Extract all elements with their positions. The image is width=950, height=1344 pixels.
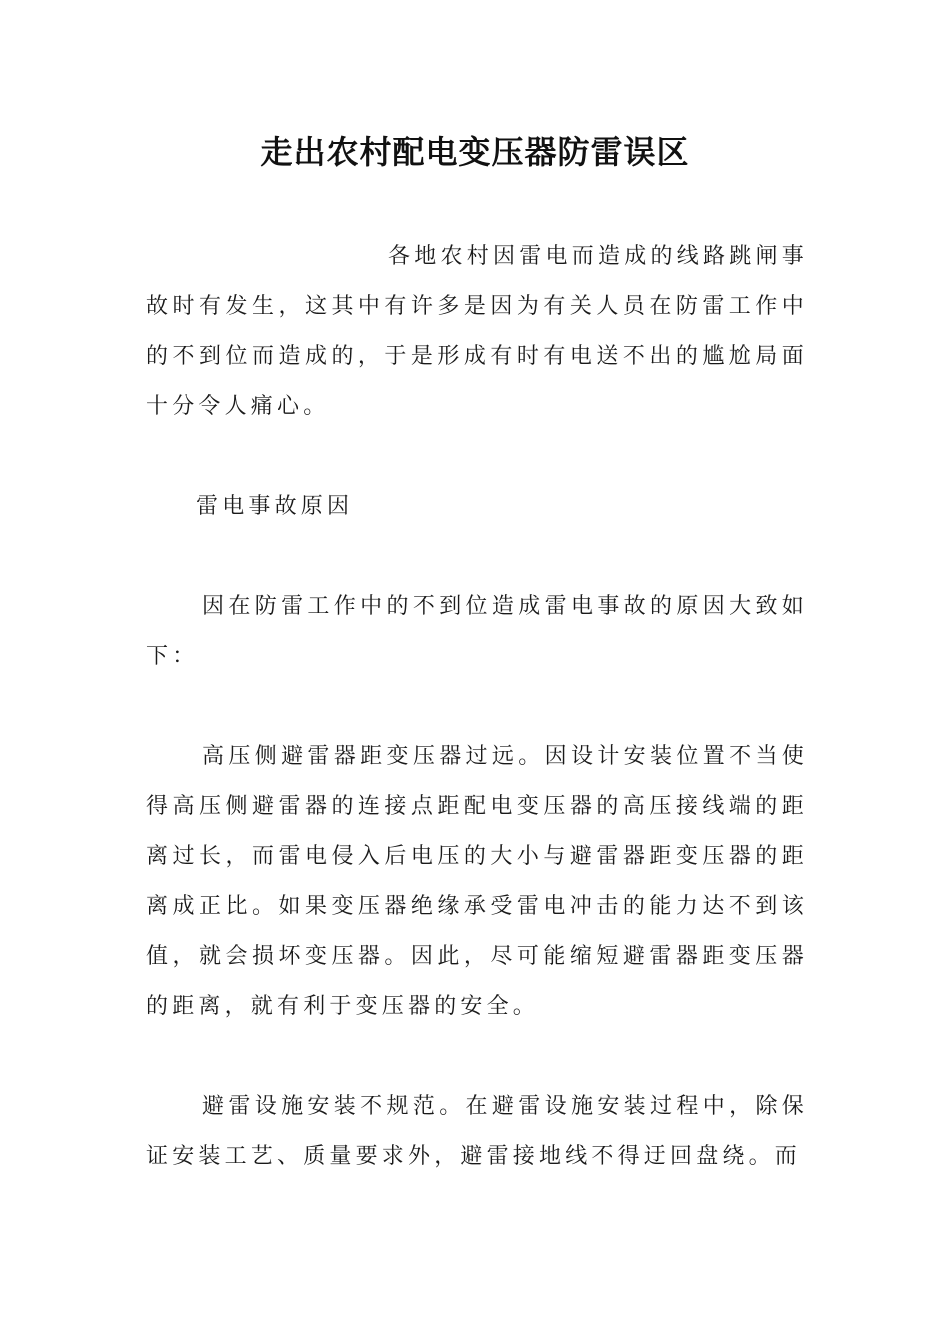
document-title: 走出农村配电变压器防雷误区 [260,133,690,171]
arrester-distance-paragraph: 高压侧避雷器距变压器过远。因设计安装位置不当使得高压侧避雷器的连接点距配电变压器的高压接线端的距离过长，而雷电侵入后电压的大小与避雷器距变压器的距离成正比。如果变压器绝缘承受雷电冲击的能力达不到该值，就会损坏变压器。因此，尽可能缩短避雷器距变压器的距离，就有利于变压器的安全。 [146,744,808,1019]
intro-paragraph: 各地农村因雷电而造成的线路跳闸事故时有发生，这其中有许多是因为有关人员在防雷工作中的不到位而造成的，于是形成有时有电送不出的尴尬局面十分令人痛心。 [146,244,808,419]
installation-paragraph: 避雷设施安装不规范。在避雷设施安装过程中，除保证安装工艺、质量要求外，避雷接地线不得迂回盘绕。而 [146,1094,808,1169]
section-heading: 雷电事故原因 [196,494,354,519]
cause-intro-paragraph: 因在防雷工作中的不到位造成雷电事故的原因大致如下： [146,594,808,669]
